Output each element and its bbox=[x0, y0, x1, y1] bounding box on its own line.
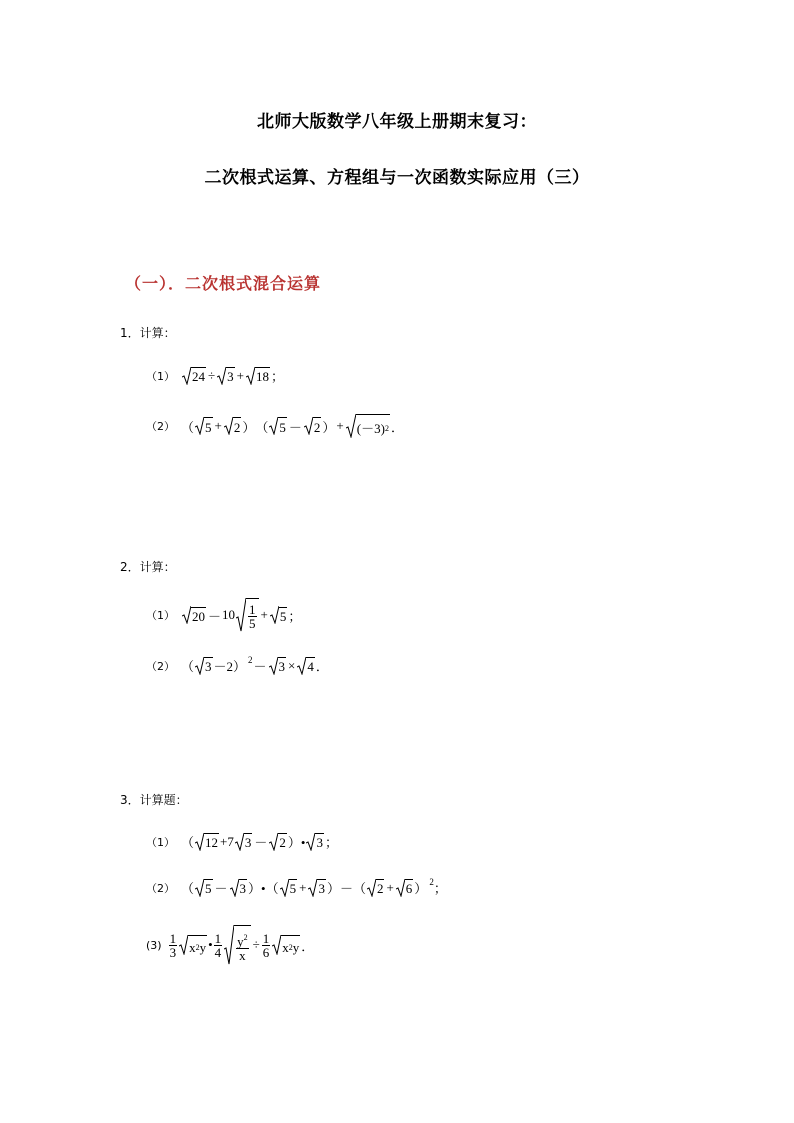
radicand: 3 bbox=[226, 367, 235, 385]
radicand: 5 bbox=[279, 608, 287, 624]
divide-sign: ÷ bbox=[208, 367, 216, 383]
var-y: y bbox=[199, 939, 207, 955]
numerator: 1 bbox=[249, 602, 256, 617]
sqrt-24 bbox=[182, 367, 206, 385]
part-label: (3) bbox=[146, 938, 162, 952]
sqrt-6 bbox=[396, 879, 414, 897]
question-1-label: 1．计算： bbox=[120, 326, 176, 340]
sqrt-2 bbox=[269, 833, 287, 851]
radicand: 3 bbox=[315, 833, 324, 851]
part-label: （2） bbox=[146, 881, 175, 895]
part-label: （2） bbox=[146, 659, 175, 673]
radicand: 24 bbox=[191, 367, 206, 385]
minus-sign: － bbox=[288, 419, 302, 435]
divide-sign: ÷ bbox=[252, 937, 260, 952]
times-sign: × bbox=[288, 657, 296, 673]
question-2-part-2 bbox=[146, 656, 329, 675]
base-x: x bbox=[189, 939, 196, 955]
radicand: 3 bbox=[278, 657, 287, 675]
radicand: 5 bbox=[204, 417, 213, 435]
denominator: 3 bbox=[169, 944, 177, 960]
radicand: 20 bbox=[192, 608, 205, 624]
denominator: 6 bbox=[262, 944, 270, 960]
minus-sign: － bbox=[254, 835, 268, 850]
end-mark: ． bbox=[390, 419, 404, 435]
minus-two-close: －2） bbox=[213, 659, 247, 674]
question-2-part-1 bbox=[146, 598, 301, 632]
paren-open: （ bbox=[181, 659, 195, 674]
plus-sign: + bbox=[386, 879, 394, 895]
denominator: x bbox=[239, 948, 246, 963]
sqrt-12 bbox=[195, 833, 219, 851]
plus-sign: + bbox=[260, 607, 268, 622]
exponent: 2 bbox=[288, 942, 293, 952]
sqrt-one-fifth bbox=[236, 598, 259, 632]
radicand: 5 bbox=[204, 879, 213, 897]
radicand: 2 bbox=[376, 879, 385, 897]
plus-sign: + bbox=[299, 879, 307, 895]
part-label: （2） bbox=[146, 420, 175, 433]
paren-close: ） bbox=[322, 419, 336, 435]
fraction-one-third bbox=[169, 932, 178, 959]
sqrt-2 bbox=[367, 879, 385, 897]
sqrt-5 bbox=[269, 417, 287, 435]
sqrt-20 bbox=[182, 606, 206, 624]
close-dot: ）• bbox=[287, 835, 306, 850]
radicand: 2 bbox=[278, 833, 287, 851]
paren-open: （ bbox=[181, 835, 195, 850]
sqrt-5 bbox=[195, 417, 213, 435]
question-1-part-1 bbox=[146, 366, 284, 385]
dot-sign: • bbox=[208, 937, 213, 952]
end-mark: ． bbox=[315, 659, 329, 674]
part-label: （1） bbox=[146, 609, 175, 622]
exponent: 2 bbox=[195, 942, 200, 952]
exponent: 2 bbox=[243, 933, 248, 942]
paren-open: （ bbox=[181, 881, 195, 896]
minus-sign: － bbox=[208, 608, 222, 624]
sqrt-x2y bbox=[179, 935, 207, 955]
coefficient: 10 bbox=[222, 607, 236, 622]
base-x: x bbox=[282, 939, 289, 955]
fraction-one-fourth bbox=[214, 932, 223, 959]
plus-sign: + bbox=[214, 418, 222, 433]
end-mark: ； bbox=[288, 608, 302, 624]
minus-sign: － bbox=[253, 659, 267, 674]
sqrt-5 bbox=[270, 606, 288, 624]
denominator: 4 bbox=[214, 944, 222, 960]
question-2-label: 2．计算： bbox=[120, 560, 176, 574]
radicand: 2 bbox=[233, 417, 242, 435]
sqrt-3 bbox=[306, 833, 324, 851]
plus-sign: + bbox=[336, 418, 344, 433]
question-3-part-2 bbox=[146, 878, 447, 897]
radicand: 3 bbox=[244, 833, 253, 851]
radicand: 18 bbox=[255, 367, 270, 385]
fraction-one-sixth bbox=[262, 932, 271, 959]
section-heading: （一）．二次根式混合运算 bbox=[125, 274, 322, 293]
sqrt-2 bbox=[304, 417, 322, 435]
radicand: 2 bbox=[313, 417, 322, 435]
sqrt-2 bbox=[224, 417, 242, 435]
sqrt-3 bbox=[308, 879, 326, 897]
sqrt-neg3-squared bbox=[346, 414, 390, 438]
var-y: y bbox=[237, 934, 244, 949]
sqrt-y2-over-x bbox=[224, 925, 251, 965]
sqrt-3 bbox=[230, 879, 248, 897]
var-y: y bbox=[292, 939, 300, 955]
paren-close: ） bbox=[242, 419, 256, 435]
sqrt-5 bbox=[280, 879, 298, 897]
part-label: （1） bbox=[146, 369, 175, 383]
question-3-part-1 bbox=[146, 832, 338, 851]
numerator: 1 bbox=[214, 930, 222, 946]
question-3-label: 3．计算题： bbox=[120, 793, 188, 807]
page-title-line-2: 二次根式运算、方程组与一次函数实际应用（三） bbox=[204, 168, 590, 188]
plus-seven: +7 bbox=[220, 833, 234, 849]
radicand: 3 bbox=[239, 879, 248, 897]
exponent: 2 bbox=[429, 876, 434, 887]
radicand: 5 bbox=[289, 879, 298, 897]
sqrt-18 bbox=[246, 367, 270, 385]
radicand: 3 bbox=[317, 879, 326, 897]
sqrt-5 bbox=[195, 879, 213, 897]
close-minus-open: ）－（ bbox=[326, 881, 366, 896]
sqrt-x2y bbox=[272, 935, 300, 955]
radicand: 12 bbox=[204, 833, 219, 851]
radicand: 4 bbox=[306, 657, 315, 675]
paren-open: （ bbox=[255, 419, 269, 435]
close-dot-open: ）•（ bbox=[248, 881, 279, 896]
plus-sign: + bbox=[236, 367, 244, 383]
paren-close: ） bbox=[414, 881, 428, 896]
end-mark: ； bbox=[433, 881, 447, 896]
denominator: 5 bbox=[249, 616, 256, 631]
sqrt-3 bbox=[195, 657, 213, 675]
minus-sign: － bbox=[214, 881, 228, 896]
end-mark: ． bbox=[301, 938, 315, 954]
radicand: 6 bbox=[405, 879, 414, 897]
paren-open: （ bbox=[181, 419, 195, 435]
sqrt-3 bbox=[269, 657, 287, 675]
exponent: 2 bbox=[248, 654, 253, 665]
end-mark: ； bbox=[324, 835, 338, 850]
exponent: 2 bbox=[384, 424, 389, 433]
numerator: 1 bbox=[169, 930, 177, 946]
question-3-part-3 bbox=[146, 925, 314, 965]
numerator: 1 bbox=[262, 930, 270, 946]
sqrt-4 bbox=[297, 657, 315, 675]
page-title-line-1: 北师大版数学八年级上册期末复习： bbox=[257, 112, 537, 132]
sqrt-3 bbox=[235, 833, 253, 851]
question-1-part-2 bbox=[146, 414, 404, 438]
end-mark: ； bbox=[270, 369, 284, 384]
sqrt-3 bbox=[217, 367, 235, 385]
radicand: 3 bbox=[204, 657, 213, 675]
radicand: (－3) bbox=[356, 421, 385, 436]
radicand: 5 bbox=[278, 417, 287, 435]
part-label: （1） bbox=[146, 835, 175, 849]
